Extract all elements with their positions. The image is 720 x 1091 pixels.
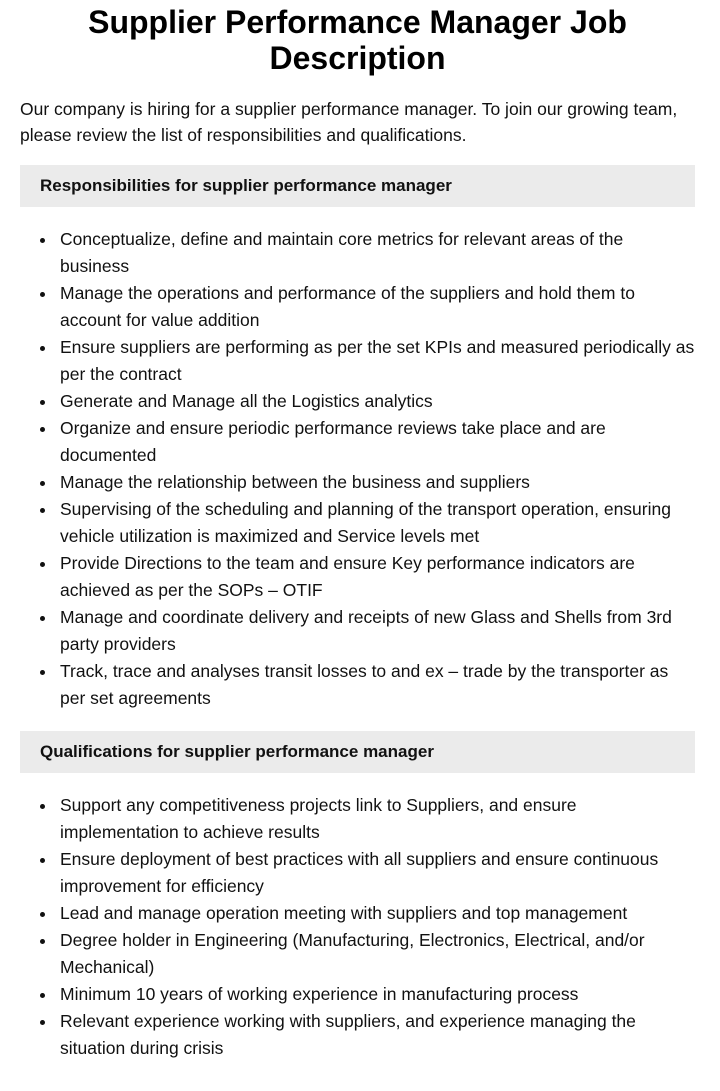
list-item: Supervising of the scheduling and planning of the transport operation, ensuring vehicle utilization is maximized and Service levels met: [60, 496, 695, 550]
list-item: Provide Directions to the team and ensure Key performance indicators are achieved as per the SOPs – OTIF: [60, 550, 695, 604]
list-item: Ensure suppliers are performing as per the set KPIs and measured periodically as per the contract: [60, 334, 695, 388]
list-item: Relevant experience working with suppliers, and experience managing the situation during crisis: [60, 1008, 695, 1062]
list-item: Ensure deployment of best practices with all suppliers and ensure continuous improvement for efficiency: [60, 846, 695, 900]
qualifications-list: [20, 792, 695, 1062]
list-item: Minimum 10 years of working experience in manufacturing process: [60, 981, 695, 1008]
responsibilities-heading: Responsibilities for supplier performance manager: [20, 165, 695, 207]
list-item: Manage and coordinate delivery and receipts of new Glass and Shells from 3rd party providers: [60, 604, 695, 658]
intro-paragraph: Our company is hiring for a supplier performance manager. To join our growing team, please review the list of responsibilities and qualifications.: [20, 99, 678, 145]
page-title: Supplier Performance Manager Job Description: [88, 4, 627, 76]
list-item: Generate and Manage all the Logistics analytics: [60, 388, 695, 415]
list-item: Organize and ensure periodic performance reviews take place and are documented: [60, 415, 695, 469]
list-item: Manage the relationship between the business and suppliers: [60, 469, 695, 496]
qualifications-heading: Qualifications for supplier performance manager: [20, 731, 695, 773]
list-item: Lead and manage operation meeting with suppliers and top management: [60, 900, 695, 927]
list-item: Support any competitiveness projects link to Suppliers, and ensure implementation to achieve results: [60, 792, 695, 846]
list-item: Conceptualize, define and maintain core metrics for relevant areas of the business: [60, 226, 695, 280]
list-item: Manage the operations and performance of the suppliers and hold them to account for value addition: [60, 280, 695, 334]
list-item: Degree holder in Engineering (Manufacturing, Electronics, Electrical, and/or Mechanical): [60, 927, 695, 981]
responsibilities-list: [20, 226, 695, 712]
list-item: Track, trace and analyses transit losses to and ex – trade by the transporter as per set agreements: [60, 658, 695, 712]
